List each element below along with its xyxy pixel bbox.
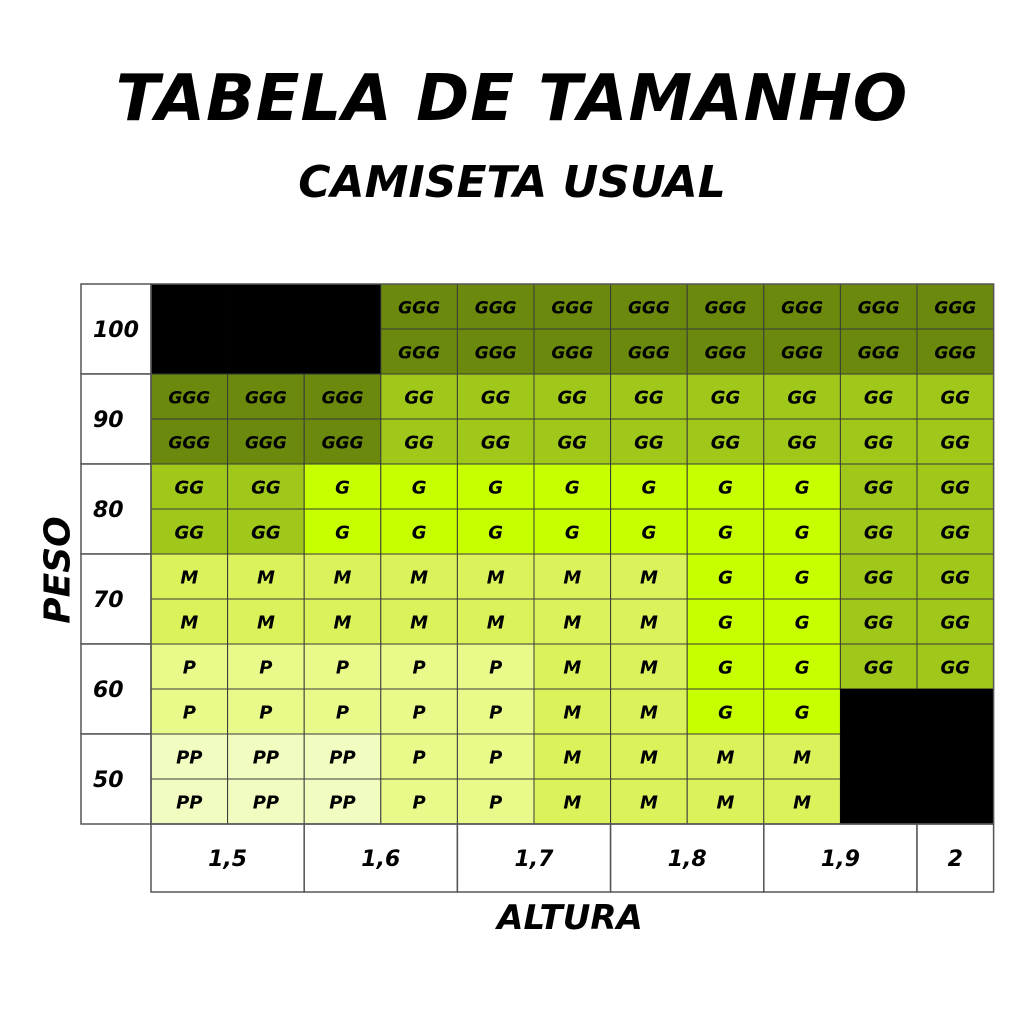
cell-label: M — [639, 612, 658, 634]
cell-label: GGG — [398, 298, 441, 319]
cell-label: GG — [863, 612, 894, 634]
cell-label: GG — [710, 432, 741, 454]
cell-label: M — [180, 567, 199, 589]
cell-label: G — [794, 657, 810, 679]
x-tick-label: 1,5 — [208, 847, 248, 872]
cell-label: G — [794, 612, 810, 634]
cell-label: GGG — [934, 343, 977, 364]
cell-label: G — [794, 522, 810, 544]
x-tick-label: 1,6 — [361, 847, 401, 872]
x-tick-label: 1,9 — [820, 847, 860, 872]
cell-label: GG — [863, 657, 894, 679]
cell-label: M — [256, 567, 275, 589]
cell-label: G — [488, 522, 504, 544]
heatmap-empty-cell — [917, 734, 994, 779]
cell-label: GG — [940, 612, 971, 634]
cell-label: GGG — [704, 343, 747, 364]
cell-label: GG — [557, 432, 588, 454]
cell-label: GGG — [857, 343, 900, 364]
cell-label: P — [182, 657, 196, 679]
cell-label: GG — [480, 432, 511, 454]
cell-label: GGG — [321, 388, 364, 409]
cell-label: GG — [480, 387, 511, 409]
cell-label: G — [641, 522, 657, 544]
cell-label: P — [259, 702, 273, 724]
cell-label: GG — [940, 522, 971, 544]
cell-label: M — [639, 657, 658, 679]
cell-label: P — [335, 657, 350, 679]
cell-label: M — [333, 612, 352, 634]
cell-label: GGG — [781, 343, 824, 364]
cell-label: G — [718, 657, 733, 679]
cell-label: GG — [863, 567, 894, 589]
cell-label: GGG — [244, 433, 287, 454]
y-tick-label: 70 — [93, 588, 124, 613]
cell-label: GGG — [934, 298, 977, 319]
cell-label: P — [412, 747, 426, 769]
cell-label: GGG — [168, 433, 211, 454]
cell-label: G — [564, 522, 580, 544]
cell-label: GG — [710, 387, 741, 409]
cell-label: GG — [251, 522, 281, 544]
cell-label: G — [411, 477, 427, 499]
cell-label: M — [716, 792, 735, 814]
cell-label: GGG — [857, 298, 900, 319]
cell-label: GGG — [244, 388, 287, 409]
cell-label: M — [180, 612, 199, 634]
cell-label: P — [489, 792, 503, 814]
y-tick-label: 80 — [93, 498, 124, 523]
x-tick-label: 1,8 — [667, 847, 707, 872]
cell-label: M — [639, 792, 658, 814]
cell-label: GG — [787, 387, 817, 409]
cell-label: P — [412, 657, 426, 679]
cell-label: G — [718, 567, 733, 589]
cell-label: P — [412, 792, 426, 814]
cell-label: G — [718, 612, 733, 634]
cell-label: M — [793, 747, 812, 769]
cell-label: M — [716, 747, 735, 769]
cell-label: GG — [634, 387, 664, 409]
cell-label: G — [794, 477, 810, 499]
cell-label: G — [335, 522, 350, 544]
cell-label: PP — [252, 792, 280, 814]
cell-label: GG — [174, 522, 205, 544]
cell-label: GG — [863, 522, 894, 544]
cell-label: GG — [787, 432, 817, 454]
cell-label: G — [564, 477, 580, 499]
cell-label: GG — [940, 567, 971, 589]
cell-label: M — [410, 612, 429, 634]
cell-label: GGG — [704, 298, 747, 319]
y-tick-label: 50 — [93, 768, 124, 793]
heatmap-empty-cell — [304, 329, 381, 374]
cell-label: PP — [329, 747, 356, 769]
cell-label: G — [411, 522, 427, 544]
cell-label: GG — [557, 387, 588, 409]
cell-label: GG — [863, 387, 894, 409]
cell-label: M — [639, 567, 658, 589]
heatmap-empty-cell — [840, 779, 917, 824]
heatmap-empty-cell — [840, 734, 917, 779]
cell-label: G — [794, 567, 810, 589]
cell-label: GG — [404, 432, 434, 454]
cell-label: GG — [940, 657, 971, 679]
cell-label: P — [259, 657, 273, 679]
y-axis-title: PESO — [37, 516, 79, 624]
cell-label: G — [718, 522, 733, 544]
cell-label: GG — [634, 432, 664, 454]
cell-label: P — [182, 702, 196, 724]
cell-label: PP — [252, 747, 280, 769]
cell-label: M — [793, 792, 812, 814]
x-tick-label: 2 — [947, 847, 963, 872]
y-tick-label: 100 — [93, 318, 139, 343]
cell-label: GGG — [474, 343, 517, 364]
cell-label: GGG — [168, 388, 211, 409]
cell-label: G — [641, 477, 657, 499]
x-tick-label: 1,7 — [514, 847, 554, 872]
cell-label: GGG — [627, 298, 670, 319]
cell-label: M — [639, 702, 658, 724]
cell-label: PP — [176, 747, 203, 769]
cell-label: M — [256, 612, 275, 634]
heatmap-empty-cell — [228, 284, 305, 329]
cell-label: GG — [174, 477, 205, 499]
cell-label: M — [563, 747, 582, 769]
cell-label: GG — [404, 387, 434, 409]
heatmap-empty-cell — [151, 329, 228, 374]
heatmap-empty-cell — [151, 284, 228, 329]
heatmap-empty-cell — [917, 689, 994, 734]
cell-label: GG — [251, 477, 281, 499]
cell-label: G — [794, 702, 810, 724]
heatmap-empty-cell — [917, 779, 994, 824]
cell-label: GGG — [551, 298, 594, 319]
heatmap-empty-cell — [840, 689, 917, 734]
cell-label: GGG — [398, 343, 441, 364]
cell-label: P — [489, 702, 503, 724]
cell-label: GG — [863, 477, 894, 499]
cell-label: M — [563, 657, 582, 679]
cell-label: G — [488, 477, 504, 499]
cell-label: PP — [176, 792, 203, 814]
cell-label: GGG — [321, 433, 364, 454]
cell-label: GG — [863, 432, 894, 454]
cell-label: M — [410, 567, 429, 589]
cell-label: M — [563, 567, 582, 589]
cell-label: P — [335, 702, 350, 724]
cell-label: M — [563, 792, 582, 814]
x-axis-title: ALTURA — [497, 898, 643, 938]
cell-label: GGG — [551, 343, 594, 364]
cell-label: G — [718, 702, 733, 724]
cell-label: GG — [940, 477, 971, 499]
cell-label: M — [563, 612, 582, 634]
heatmap-empty-cell — [304, 284, 381, 329]
cell-label: GG — [940, 432, 971, 454]
heatmap-empty-cell — [228, 329, 305, 374]
chart-subtitle: CAMISETA USUAL — [298, 157, 726, 208]
cell-label: G — [718, 477, 733, 499]
cell-label: M — [486, 612, 505, 634]
y-tick-label: 60 — [93, 678, 124, 703]
cell-label: M — [333, 567, 352, 589]
cell-label: P — [489, 747, 503, 769]
cell-label: GGG — [474, 298, 517, 319]
cell-label: GGG — [781, 298, 824, 319]
cell-label: GGG — [627, 343, 670, 364]
cell-label: GG — [940, 387, 971, 409]
cell-label: P — [489, 657, 503, 679]
cell-label: M — [639, 747, 658, 769]
cell-label: P — [412, 702, 426, 724]
cell-label: PP — [329, 792, 356, 814]
chart-title: TABELA DE TAMANHO — [115, 62, 909, 136]
cell-label: M — [563, 702, 582, 724]
cell-label: M — [486, 567, 505, 589]
cell-label: G — [335, 477, 350, 499]
y-tick-label: 90 — [93, 408, 124, 433]
